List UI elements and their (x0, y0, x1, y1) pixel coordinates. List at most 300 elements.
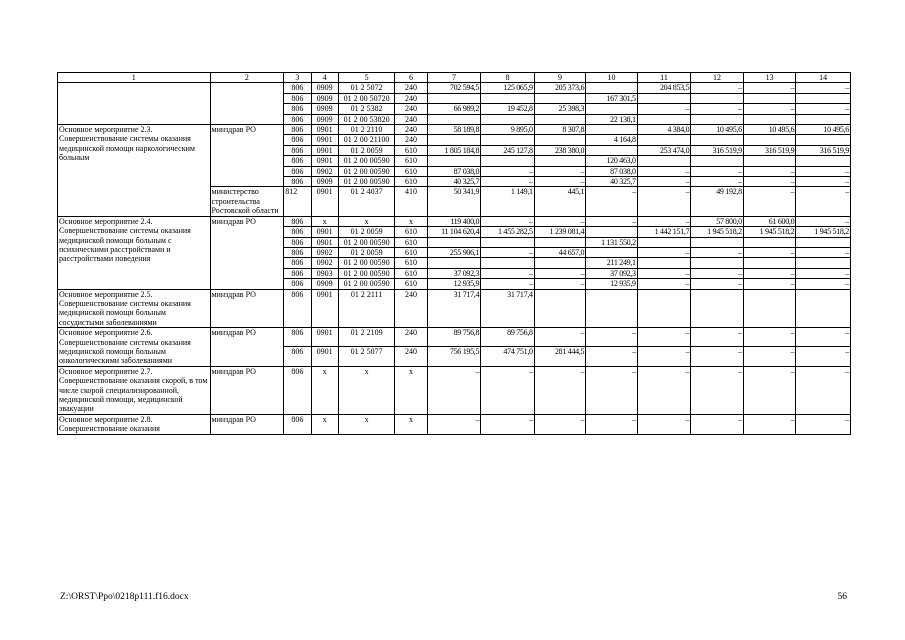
table-cell (586, 247, 638, 257)
table-cell (586, 227, 638, 237)
table-cell: 8 307,8 (534, 125, 586, 135)
table-cell: 11 104 620,4 (427, 227, 481, 237)
table-cell: 37 092,3 (586, 268, 638, 278)
table-cell: – (481, 268, 535, 278)
table-cell: 0909 (311, 83, 338, 93)
table-cell: 316 519,9 (691, 145, 744, 155)
table-row (58, 414, 851, 434)
table-cell: 4 384,0 (637, 125, 691, 135)
table-cell: 0901 (311, 125, 338, 135)
table-cell (481, 93, 535, 103)
table-cell: 1 805 184,8 (427, 145, 481, 155)
table-cell: 240 (395, 347, 427, 366)
table-cell: 238 380,0 (534, 145, 586, 155)
table-cell: 0909 (311, 114, 338, 124)
table-cell (637, 258, 691, 268)
table-cell: 10 495,6 (691, 125, 744, 135)
table-cell: 806 (284, 414, 311, 434)
table-cell (534, 258, 586, 268)
column-header: 14 (796, 73, 851, 83)
table-cell (743, 258, 796, 268)
column-header: 3 (284, 73, 311, 83)
table-cell (691, 135, 744, 145)
table-cell (796, 135, 851, 145)
table-cell (427, 258, 481, 268)
table-cell (586, 83, 638, 93)
table-cell (58, 83, 211, 125)
table-cell: минздрав РО (210, 328, 284, 367)
table-cell: 01 2 00 21100 (338, 135, 395, 145)
table-cell (796, 156, 851, 166)
table-cell: 167 301,5 (586, 93, 638, 103)
table-cell: 01 2 5382 (338, 104, 395, 114)
table-cell (796, 237, 851, 247)
table-cell: – (637, 247, 691, 257)
table-cell (534, 237, 586, 247)
table-cell: – (743, 279, 796, 289)
table-cell: – (796, 414, 851, 434)
table-cell: – (691, 347, 744, 366)
table-cell (481, 237, 535, 247)
table-cell: – (743, 166, 796, 176)
table-cell: 01 2 00 00590 (338, 268, 395, 278)
table-cell: 22 138,1 (586, 114, 638, 124)
table-cell: – (637, 279, 691, 289)
page-number: 56 (837, 592, 847, 602)
table-cell: 40 325,7 (586, 177, 638, 187)
table-cell: – (743, 104, 796, 114)
table-cell: минздрав РО (210, 289, 284, 328)
table-cell: – (691, 328, 744, 347)
table-cell: – (637, 366, 691, 414)
column-header: 9 (534, 73, 586, 83)
table-cell: 240 (395, 135, 427, 145)
table-cell: 806 (284, 237, 311, 247)
column-header: 13 (743, 73, 796, 83)
budget-table (57, 72, 851, 435)
table-cell: 1 945 518,2 (691, 227, 744, 237)
table-cell: 0901 (311, 347, 338, 366)
table-cell: 66 989,2 (427, 104, 481, 114)
table-cell: 812 (284, 187, 311, 216)
table-cell (796, 289, 851, 328)
table-cell: – (743, 366, 796, 414)
table-cell: – (427, 414, 481, 434)
table-cell: – (796, 104, 851, 114)
table-cell (796, 258, 851, 268)
table-cell (691, 237, 744, 247)
table-cell: 610 (395, 156, 427, 166)
table-cell: – (743, 187, 796, 216)
table-cell: – (481, 247, 535, 257)
table-cell: х (395, 216, 427, 226)
table-cell: 89 756,8 (427, 328, 481, 347)
table-cell: – (637, 177, 691, 187)
table-cell: – (637, 268, 691, 278)
table-cell: 474 751,0 (481, 347, 535, 366)
table-cell: 240 (395, 328, 427, 347)
table-cell: 245 127,8 (481, 145, 535, 155)
table-cell: – (796, 279, 851, 289)
table-cell: 806 (284, 83, 311, 93)
table-cell: 610 (395, 166, 427, 176)
table-cell (796, 114, 851, 124)
table-cell: 0909 (311, 104, 338, 114)
table-cell: 610 (395, 279, 427, 289)
table-cell: 0909 (311, 93, 338, 103)
table-cell: – (481, 177, 535, 187)
table-cell: 50 341,9 (427, 187, 481, 216)
table-cell (796, 93, 851, 103)
table-cell: 87 038,0 (586, 166, 638, 176)
table-cell: х (338, 216, 395, 226)
table-cell: – (586, 414, 638, 434)
table-cell: 610 (395, 268, 427, 278)
table-cell: – (481, 414, 535, 434)
table-cell: 316 519,9 (796, 145, 851, 155)
table-cell: 120 463,0 (586, 156, 638, 166)
table-cell: 12 935,9 (586, 279, 638, 289)
column-header: 4 (311, 73, 338, 83)
table-cell: – (534, 279, 586, 289)
table-row (58, 83, 851, 93)
table-cell: 0901 (311, 145, 338, 155)
table-cell: – (637, 187, 691, 216)
table-cell: 01 2 2109 (338, 328, 395, 347)
table-cell: 01 2 00 00590 (338, 237, 395, 247)
table-cell (427, 135, 481, 145)
table-cell: х (338, 414, 395, 434)
table-cell: 806 (284, 216, 311, 226)
table-cell: 0902 (311, 247, 338, 257)
table-row (58, 125, 851, 135)
table-cell: 204 853,5 (637, 83, 691, 93)
table-cell (586, 289, 638, 328)
table-cell: 1 945 518,2 (796, 227, 851, 237)
table-cell: 806 (284, 289, 311, 328)
table-cell: 806 (284, 166, 311, 176)
table-cell: Основное мероприятие 2.8. Совершенствование оказания (58, 414, 211, 434)
table-cell: – (586, 187, 638, 216)
table-cell (691, 258, 744, 268)
table-row (58, 216, 851, 226)
table-cell: 119 400,0 (427, 216, 481, 226)
table-cell: – (427, 366, 481, 414)
table-cell: 610 (395, 227, 427, 237)
table-cell: – (691, 83, 744, 93)
table-cell (210, 83, 284, 125)
table-cell: 610 (395, 247, 427, 257)
table-cell: х (338, 366, 395, 414)
table-cell (743, 135, 796, 145)
table-cell (743, 93, 796, 103)
table-cell (586, 145, 638, 155)
table-cell: – (743, 268, 796, 278)
table-cell: х (395, 366, 427, 414)
table-cell: 806 (284, 347, 311, 366)
table-cell: 0902 (311, 258, 338, 268)
table-cell: – (743, 83, 796, 93)
table-cell: 1 945 518,2 (743, 227, 796, 237)
table-cell: – (534, 166, 586, 176)
table-cell: – (637, 328, 691, 347)
table-cell (427, 156, 481, 166)
table-cell: 25 398,3 (534, 104, 586, 114)
table-cell: 806 (284, 366, 311, 414)
table-cell: 806 (284, 114, 311, 124)
table-cell (743, 237, 796, 247)
table-cell: 806 (284, 328, 311, 347)
table-cell: – (743, 414, 796, 434)
table-cell (637, 114, 691, 124)
table-cell: 610 (395, 258, 427, 268)
table-cell: – (637, 104, 691, 114)
table-cell: 37 092,3 (427, 268, 481, 278)
table-cell: – (691, 268, 744, 278)
table-cell: 61 600,0 (743, 216, 796, 226)
column-header: 8 (481, 73, 535, 83)
table-cell: – (796, 187, 851, 216)
table-cell: 211 249,1 (586, 258, 638, 268)
table-cell: 1 239 081,4 (534, 227, 586, 237)
table-cell: 240 (395, 289, 427, 328)
table-cell: 01 2 4037 (338, 187, 395, 216)
table-cell: – (586, 366, 638, 414)
table-cell: 316 519,9 (743, 145, 796, 155)
column-header: 7 (427, 73, 481, 83)
table-cell: Основное мероприятие 2.5. Совершенствование системы оказания медицинской помощи больным сосудистыми заболеваниями (58, 289, 211, 328)
table-cell: 806 (284, 227, 311, 237)
table-cell: 0901 (311, 187, 338, 216)
table-cell: – (637, 216, 691, 226)
table-row (58, 328, 851, 347)
table-cell: 0901 (311, 328, 338, 347)
table-cell: – (586, 216, 638, 226)
table-cell: – (534, 328, 586, 347)
table-cell: – (691, 177, 744, 187)
table-cell: 806 (284, 125, 311, 135)
table-cell (637, 135, 691, 145)
table-cell (534, 114, 586, 124)
table-cell: 10 495,6 (743, 125, 796, 135)
table-cell (427, 114, 481, 124)
table-cell: 31 717,4 (481, 289, 535, 328)
table-cell (637, 289, 691, 328)
table-cell (427, 93, 481, 103)
table-cell: – (637, 414, 691, 434)
table-cell: х (311, 414, 338, 434)
table-cell: х (311, 216, 338, 226)
table-cell: минздрав РО (210, 414, 284, 434)
table-cell: 806 (284, 268, 311, 278)
table-cell: 1 149,1 (481, 187, 535, 216)
table-cell: 44 657,0 (534, 247, 586, 257)
table-cell: 01 2 0059 (338, 145, 395, 155)
table-cell: 01 2 00 00590 (338, 279, 395, 289)
table-cell: – (691, 104, 744, 114)
table-cell: 1 131 550,2 (586, 237, 638, 247)
table-cell (691, 114, 744, 124)
table-cell: 806 (284, 156, 311, 166)
table-cell: 240 (395, 83, 427, 93)
table-cell (691, 156, 744, 166)
table-row (58, 289, 851, 328)
table-cell: – (743, 177, 796, 187)
table-cell: 19 452,8 (481, 104, 535, 114)
table-cell: минздрав РО (210, 125, 284, 187)
table-cell: 0901 (311, 289, 338, 328)
table-cell: – (534, 366, 586, 414)
table-cell (481, 114, 535, 124)
table-cell: 240 (395, 125, 427, 135)
table-cell (743, 114, 796, 124)
table-cell: – (637, 347, 691, 366)
footer-file-path: Z:\ORST\Ppo\0218p111.f16.docx (60, 592, 189, 602)
column-header: 11 (637, 73, 691, 83)
table-cell: 0909 (311, 279, 338, 289)
table-cell: – (796, 268, 851, 278)
table-cell: 01 2 00 00590 (338, 258, 395, 268)
table-cell: 255 906,1 (427, 247, 481, 257)
table-cell: минздрав РО (210, 216, 284, 289)
header-row (58, 73, 851, 83)
table-cell: 12 935,9 (427, 279, 481, 289)
table-cell: 0909 (311, 177, 338, 187)
table-cell: 702 594,5 (427, 83, 481, 93)
table-cell: 10 495,6 (796, 125, 851, 135)
table-cell: минздрав РО (210, 366, 284, 414)
table-cell: министерство строительства Ростовской области (210, 187, 284, 216)
table-cell: – (796, 366, 851, 414)
table-cell: 806 (284, 258, 311, 268)
table-cell (427, 237, 481, 247)
table-cell (743, 289, 796, 328)
table-cell: 240 (395, 104, 427, 114)
table-cell: Основное мероприятие 2.7. Совершенствование оказания скорой, в том числе скорой специализированной, медицинской помощи, медицинской эвакуации (58, 366, 211, 414)
table-cell: – (586, 347, 638, 366)
table-cell: 58 189,8 (427, 125, 481, 135)
table-cell: – (481, 279, 535, 289)
column-header: 1 (58, 73, 211, 83)
table-cell: 445,1 (534, 187, 586, 216)
table-cell: 756 195,5 (427, 347, 481, 366)
table-cell: 0901 (311, 135, 338, 145)
table-cell: 01 2 2110 (338, 125, 395, 135)
table-cell: – (796, 177, 851, 187)
table-cell: 01 2 00 53820 (338, 114, 395, 124)
table-row (58, 366, 851, 414)
table-cell (534, 135, 586, 145)
table-cell: – (796, 347, 851, 366)
table-cell: – (534, 268, 586, 278)
column-header: 6 (395, 73, 427, 83)
table-cell (637, 156, 691, 166)
table-cell: 9 895,0 (481, 125, 535, 135)
table-cell: 01 2 5072 (338, 83, 395, 93)
table-cell: 806 (284, 104, 311, 114)
table-cell: 49 192,8 (691, 187, 744, 216)
table-cell: 806 (284, 93, 311, 103)
table-cell: – (743, 247, 796, 257)
table-cell: 240 (395, 114, 427, 124)
table-cell (586, 125, 638, 135)
table-cell: Основное мероприятие 2.6. Совершенствование системы оказания медицинской помощи больным онкологическими заболеваниями (58, 328, 211, 367)
table-cell: 1 455 282,5 (481, 227, 535, 237)
table-cell: 806 (284, 279, 311, 289)
table-cell (586, 104, 638, 114)
table-cell: – (743, 347, 796, 366)
table-cell: 40 325,7 (427, 177, 481, 187)
table-cell: 806 (284, 247, 311, 257)
table-cell: 240 (395, 93, 427, 103)
table-cell (691, 93, 744, 103)
table-cell: 610 (395, 177, 427, 187)
table-cell: 125 065,9 (481, 83, 535, 93)
table-cell: – (796, 247, 851, 257)
table-cell: – (481, 166, 535, 176)
table-cell: 410 (395, 187, 427, 216)
table-cell: 0902 (311, 166, 338, 176)
table-cell: – (481, 216, 535, 226)
table-cell: – (534, 414, 586, 434)
table-cell: 0903 (311, 268, 338, 278)
table-cell: 87 038,0 (427, 166, 481, 176)
table-cell: 01 2 00 00590 (338, 177, 395, 187)
column-header: 2 (210, 73, 284, 83)
table-cell (534, 289, 586, 328)
table-cell: Основное мероприятие 2.4. Совершенствование системы оказания медицинской помощи больным с психическими расстройствами и расстройствами поведения (58, 216, 211, 289)
table-cell: Основное мероприятие 2.3. Совершенствование системы оказания медицинской помощи наркологическим больным (58, 125, 211, 217)
table-cell: 610 (395, 237, 427, 247)
table-cell: 1 442 151,7 (637, 227, 691, 237)
table-cell (481, 258, 535, 268)
table-cell: 4 164,8 (586, 135, 638, 145)
table-cell: х (395, 414, 427, 434)
table-cell: – (796, 83, 851, 93)
table-cell: – (691, 247, 744, 257)
table-cell: 01 2 0059 (338, 247, 395, 257)
table-cell: 0901 (311, 227, 338, 237)
table-cell: 281 444,5 (534, 347, 586, 366)
table-cell (637, 237, 691, 247)
table-cell: 01 2 0059 (338, 227, 395, 237)
table-cell (637, 93, 691, 103)
table-cell: 57 800,0 (691, 216, 744, 226)
table-cell: – (586, 328, 638, 347)
table-cell: 01 2 2111 (338, 289, 395, 328)
table-cell: 0901 (311, 237, 338, 247)
table-cell: – (534, 216, 586, 226)
table-cell: 806 (284, 177, 311, 187)
table-cell: 01 2 5077 (338, 347, 395, 366)
table-cell: – (691, 166, 744, 176)
table-cell: 01 2 00 00590 (338, 166, 395, 176)
table-cell (481, 156, 535, 166)
table-cell: 89 756,8 (481, 328, 535, 347)
table-cell: 806 (284, 135, 311, 145)
table-cell (743, 156, 796, 166)
table-cell: 253 474,0 (637, 145, 691, 155)
table-cell: – (796, 216, 851, 226)
table-cell: 205 373,6 (534, 83, 586, 93)
table-cell (534, 93, 586, 103)
table-cell: – (796, 328, 851, 347)
table-cell: – (743, 328, 796, 347)
table-cell: х (311, 366, 338, 414)
table-cell: – (637, 166, 691, 176)
table-cell: 01 2 00 50720 (338, 93, 395, 103)
column-header: 10 (586, 73, 638, 83)
